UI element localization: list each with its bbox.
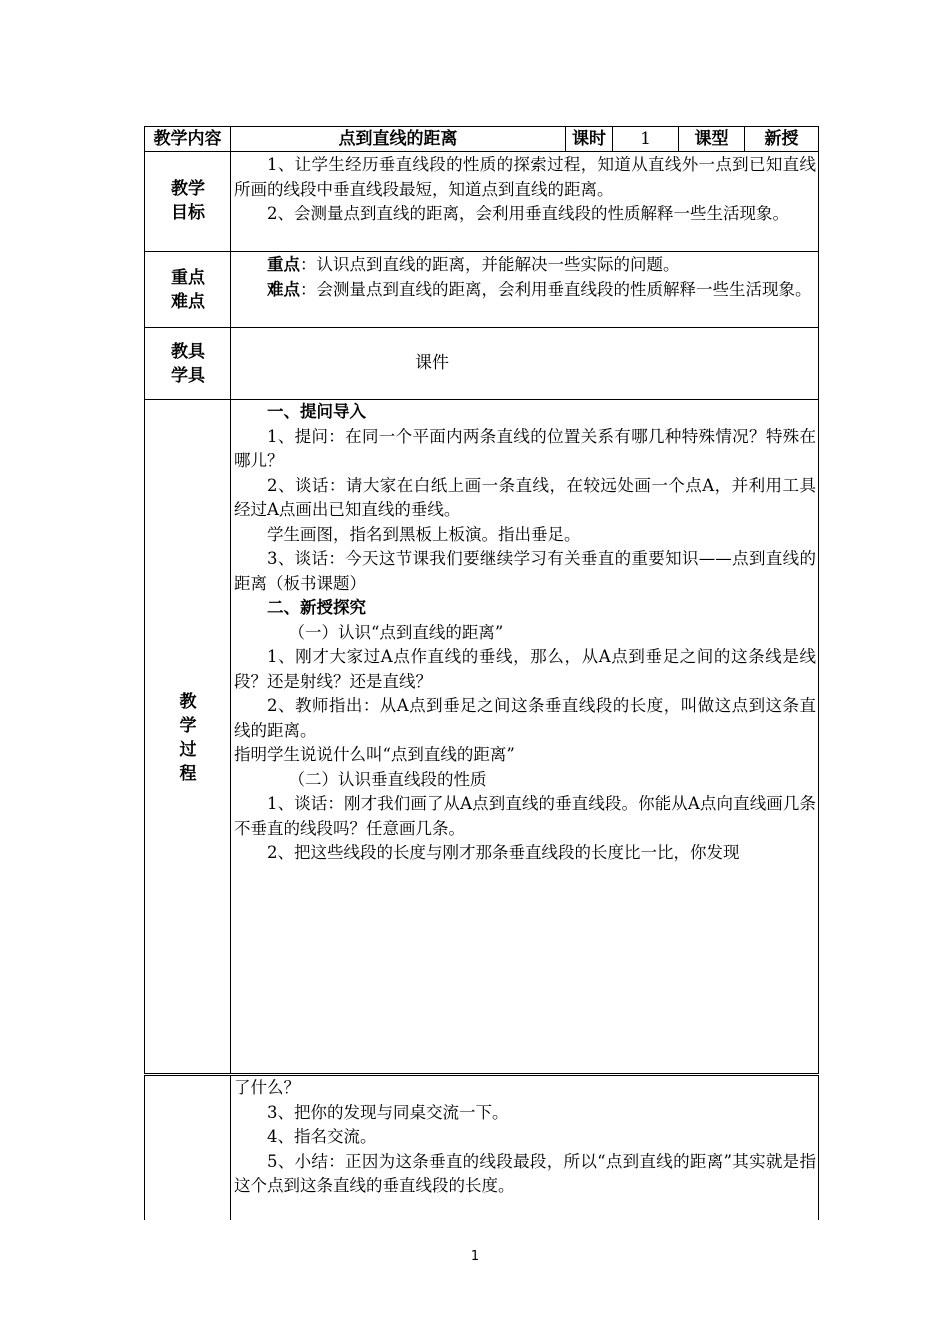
objectives-label-line2: 目标 (171, 203, 205, 223)
content-label: 教学内容 (153, 129, 222, 149)
difficult-point (234, 278, 816, 303)
table-divider-process (144, 1073, 819, 1074)
process-label-char-3: 过 (179, 740, 197, 760)
objective-item-2: 2、会测量点到直线的距离，会利用垂直线段的性质解释一些生活现象。 (267, 204, 789, 223)
tools-label-line2: 学具 (171, 366, 205, 386)
cont-paragraph-1: 3、把你的发现与同桌交流一下。 (267, 1102, 509, 1122)
table-divider-keypoints (144, 327, 819, 328)
key-point (234, 253, 816, 278)
table-cont-mid (230, 1075, 231, 1220)
cont-paragraph-3: 5、小结：正因为这条垂直的线段最段，所以“点到直线的距离”其实就是指这个点到这条直线的垂直线段的长度。 (234, 1151, 816, 1195)
process-label-char-2: 学 (179, 716, 197, 736)
process-label-char-1: 教 (179, 692, 197, 712)
sub1-paragraph-1: 1、刚才大家过A点作直线的垂线，那么，从A点到垂足之间的这条线是线段？还是射线？还是直线？ (234, 647, 816, 691)
sub1-paragraph-3: 指明学生说说什么叫“点到直线的距离” (234, 745, 515, 764)
keypoints-label-line2: 难点 (171, 292, 205, 312)
continuation-content (234, 1076, 816, 1199)
table-divider-header (144, 151, 819, 152)
section2-title: 二、新授探究 (267, 598, 366, 617)
keypoints-label (146, 266, 230, 314)
type-value: 新授 (764, 129, 799, 149)
objectives-content (234, 153, 816, 227)
table-border-right (818, 126, 819, 1073)
type-label: 课型 (694, 129, 729, 149)
objectives-label-line1: 教学 (171, 179, 205, 199)
hours-value: 1 (640, 129, 651, 149)
difficult-point-text: ：会测量点到直线的距离，会利用垂直线段的性质解释一些生活现象。 (300, 279, 812, 299)
sub1-title: （一）认识“点到直线的距离” (288, 622, 504, 642)
s1-paragraph-1: 1、提问：在同一个平面内两条直线的位置关系有哪几种特殊情况？特殊在哪儿？ (234, 426, 816, 470)
page-number: 1 (470, 1249, 480, 1264)
objectives-label (146, 177, 230, 225)
hours-label: 课时 (572, 129, 606, 149)
sub2-paragraph-1: 1、谈话：刚才我们画了从A点到直线的垂直线段。你能从A点向直线画几条不垂直的线段吗？任意画几条。 (234, 794, 816, 838)
table-col-divider (230, 126, 231, 1073)
process-label-char-4: 程 (179, 764, 197, 784)
table-cont-right (818, 1075, 819, 1220)
table-border-left (144, 126, 145, 1073)
keypoints-label-line1: 重点 (171, 268, 205, 288)
sub1-paragraph-2: 2、教师指出：从A点到垂足之间这条垂直线段的长度，叫做这点到这条直线的距离。 (234, 696, 816, 740)
keypoints-content (234, 253, 816, 302)
sub2-paragraph-2: 2、把这些线段的长度与刚才那条垂直线段的长度比一比，你发现 (267, 843, 740, 862)
difficult-point-label: 难点 (267, 279, 300, 299)
s1-paragraph-4: 3、谈话：今天这节课我们要继续学习有关垂直的重要知识——点到直线的距离（板书课题） (234, 549, 816, 593)
objective-item-1: 1、让学生经历垂直线段的性质的探索过程，知道从直线外一点到已知直线所画的线段中垂直线段最短，知道点到直线的距离。 (234, 155, 816, 199)
process-label (146, 690, 230, 786)
cont-paragraph-2: 4、指名交流。 (267, 1127, 377, 1146)
process-content (234, 400, 816, 866)
section1-title: 一、提问导入 (267, 402, 366, 421)
table-cont-left (144, 1075, 145, 1220)
tools-label (146, 340, 230, 388)
tools-value: 课件 (415, 353, 449, 373)
tools-label-line1: 教具 (171, 342, 205, 362)
lesson-title: 点到直线的距离 (338, 129, 458, 149)
s1-paragraph-3: 学生画图，指名到黑板上板演。指出垂足。 (267, 524, 581, 544)
cont-paragraph-0: 了什么？ (234, 1078, 300, 1097)
table-divider-objectives (144, 251, 819, 252)
sub2-title: （二）认识垂直线段的性质 (288, 769, 487, 789)
key-point-text: ：认识点到直线的距离，并能解决一些实际的问题。 (300, 255, 680, 274)
s1-paragraph-2: 2、谈话：请大家在白纸上画一条直线，在较远处画一个点A，并利用工具经过A点画出已知直线的垂线。 (234, 475, 816, 519)
key-point-label: 重点 (267, 255, 300, 274)
